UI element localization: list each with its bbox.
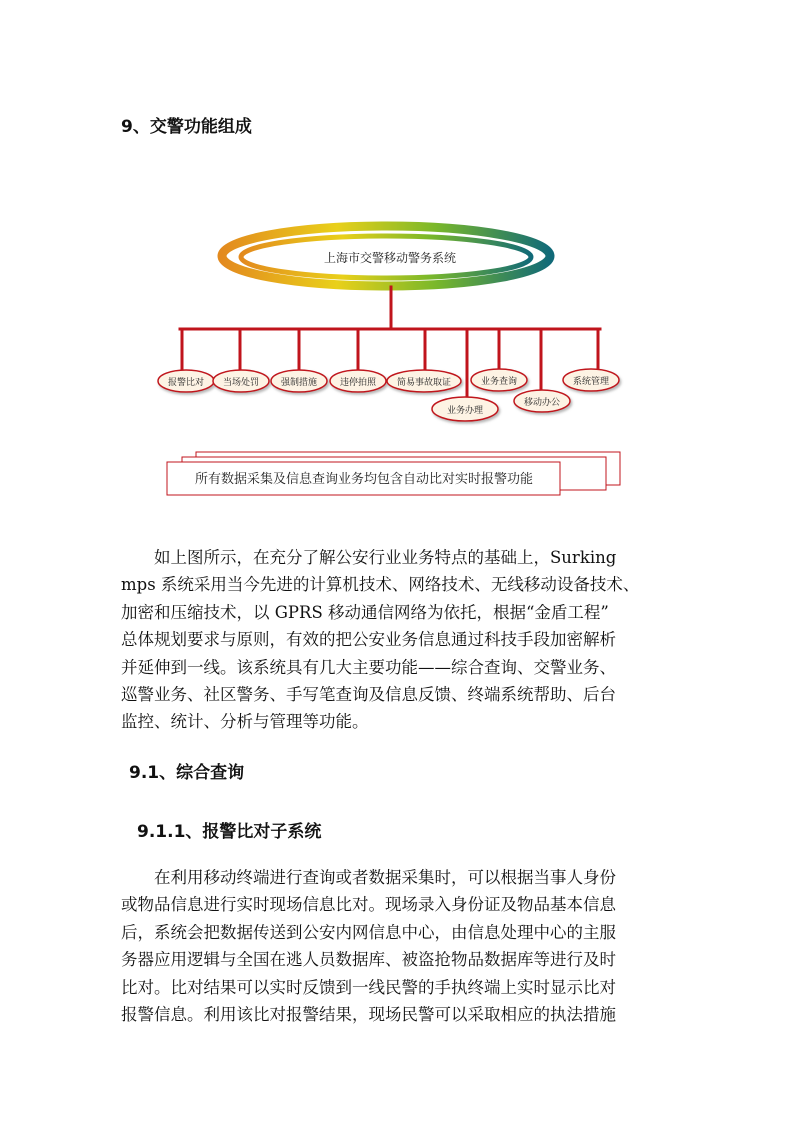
node-jianyi-shigu-quzheng — [387, 370, 461, 392]
node-dangchang-chufa — [213, 370, 269, 392]
body-line: 务器应用逻辑与全国在逃人员数据库、被盗抢物品数据库等进行及时 — [121, 950, 616, 970]
node-qiangzhi-cuoshi — [271, 370, 327, 392]
body-line: 在利用移动终端进行查询或者数据采集时，可以根据当事人身份 — [154, 868, 616, 887]
intro-paragraph — [121, 544, 677, 736]
org-chart-diagram — [0, 0, 793, 520]
node-label: 当场处罚 — [222, 378, 260, 388]
node-yidong-bangong — [514, 390, 570, 412]
section-heading-9: 9、交警功能组成 — [121, 117, 252, 137]
node-label: 系统管理 — [572, 377, 610, 387]
body-line: 后，系统会把数据传送到公安内网信息中心，由信息处理中心的主服 — [121, 922, 616, 942]
section-heading-9-1-1: 9.1.1、报警比对子系统 — [137, 822, 322, 842]
node-label: 移动办公 — [523, 398, 561, 408]
node-weiting-paizhao — [330, 370, 386, 392]
intro-line: 并延伸到一线。该系统具有几大主要功能——综合查询、交警业务、 — [121, 657, 616, 677]
body-paragraph — [121, 864, 677, 1028]
body-line: 比对。比对结果可以实时反馈到一线民警的手执终端上实时显示比对 — [121, 977, 616, 997]
root-node — [222, 226, 550, 286]
intro-line: 巡警业务、社区警务、手写笔查询及信息反馈、终端系统帮助、后台 — [121, 685, 616, 705]
node-label: 业务查询 — [480, 377, 518, 387]
intro-line: 如上图所示，在充分了解公安行业业务特点的基础上，Surking — [154, 548, 617, 567]
node-yewu-chaxun — [471, 369, 527, 391]
node-yewu-banli — [432, 397, 498, 421]
node-label: 违停拍照 — [339, 378, 377, 388]
banner-label: 所有数据采集及信息查询业务均包含自动比对实时报警功能 — [194, 472, 534, 487]
intro-line: mps 系统采用当今先进的计算机技术、网络技术、无线移动设备技术、 — [121, 575, 640, 595]
body-line: 报警信息。利用该比对报警结果，现场民警可以采取相应的执法措施 — [121, 1005, 616, 1025]
intro-line: 加密和压缩技术，以 GPRS 移动通信网络为依托，根据“金盾工程” — [121, 602, 609, 622]
feature-banner — [167, 452, 620, 495]
node-label: 简易事故取证 — [396, 378, 452, 388]
intro-line: 监控、统计、分析与管理等功能。 — [121, 712, 369, 732]
section-heading-9-1: 9.1、综合查询 — [129, 763, 245, 783]
node-label: 报警比对 — [167, 378, 205, 388]
node-xitong-guanli — [563, 369, 619, 391]
node-label: 业务办理 — [446, 406, 484, 416]
body-line: 或物品信息进行实时现场信息比对。现场录入身份证及物品基本信息 — [121, 895, 616, 915]
node-label: 强制措施 — [280, 378, 318, 388]
root-label: 上海市交警移动警务系统 — [323, 251, 457, 265]
node-baojing-bidui — [158, 370, 214, 392]
intro-line: 总体规划要求与原则，有效的把公安业务信息通过科技手段加密解析 — [121, 630, 616, 650]
